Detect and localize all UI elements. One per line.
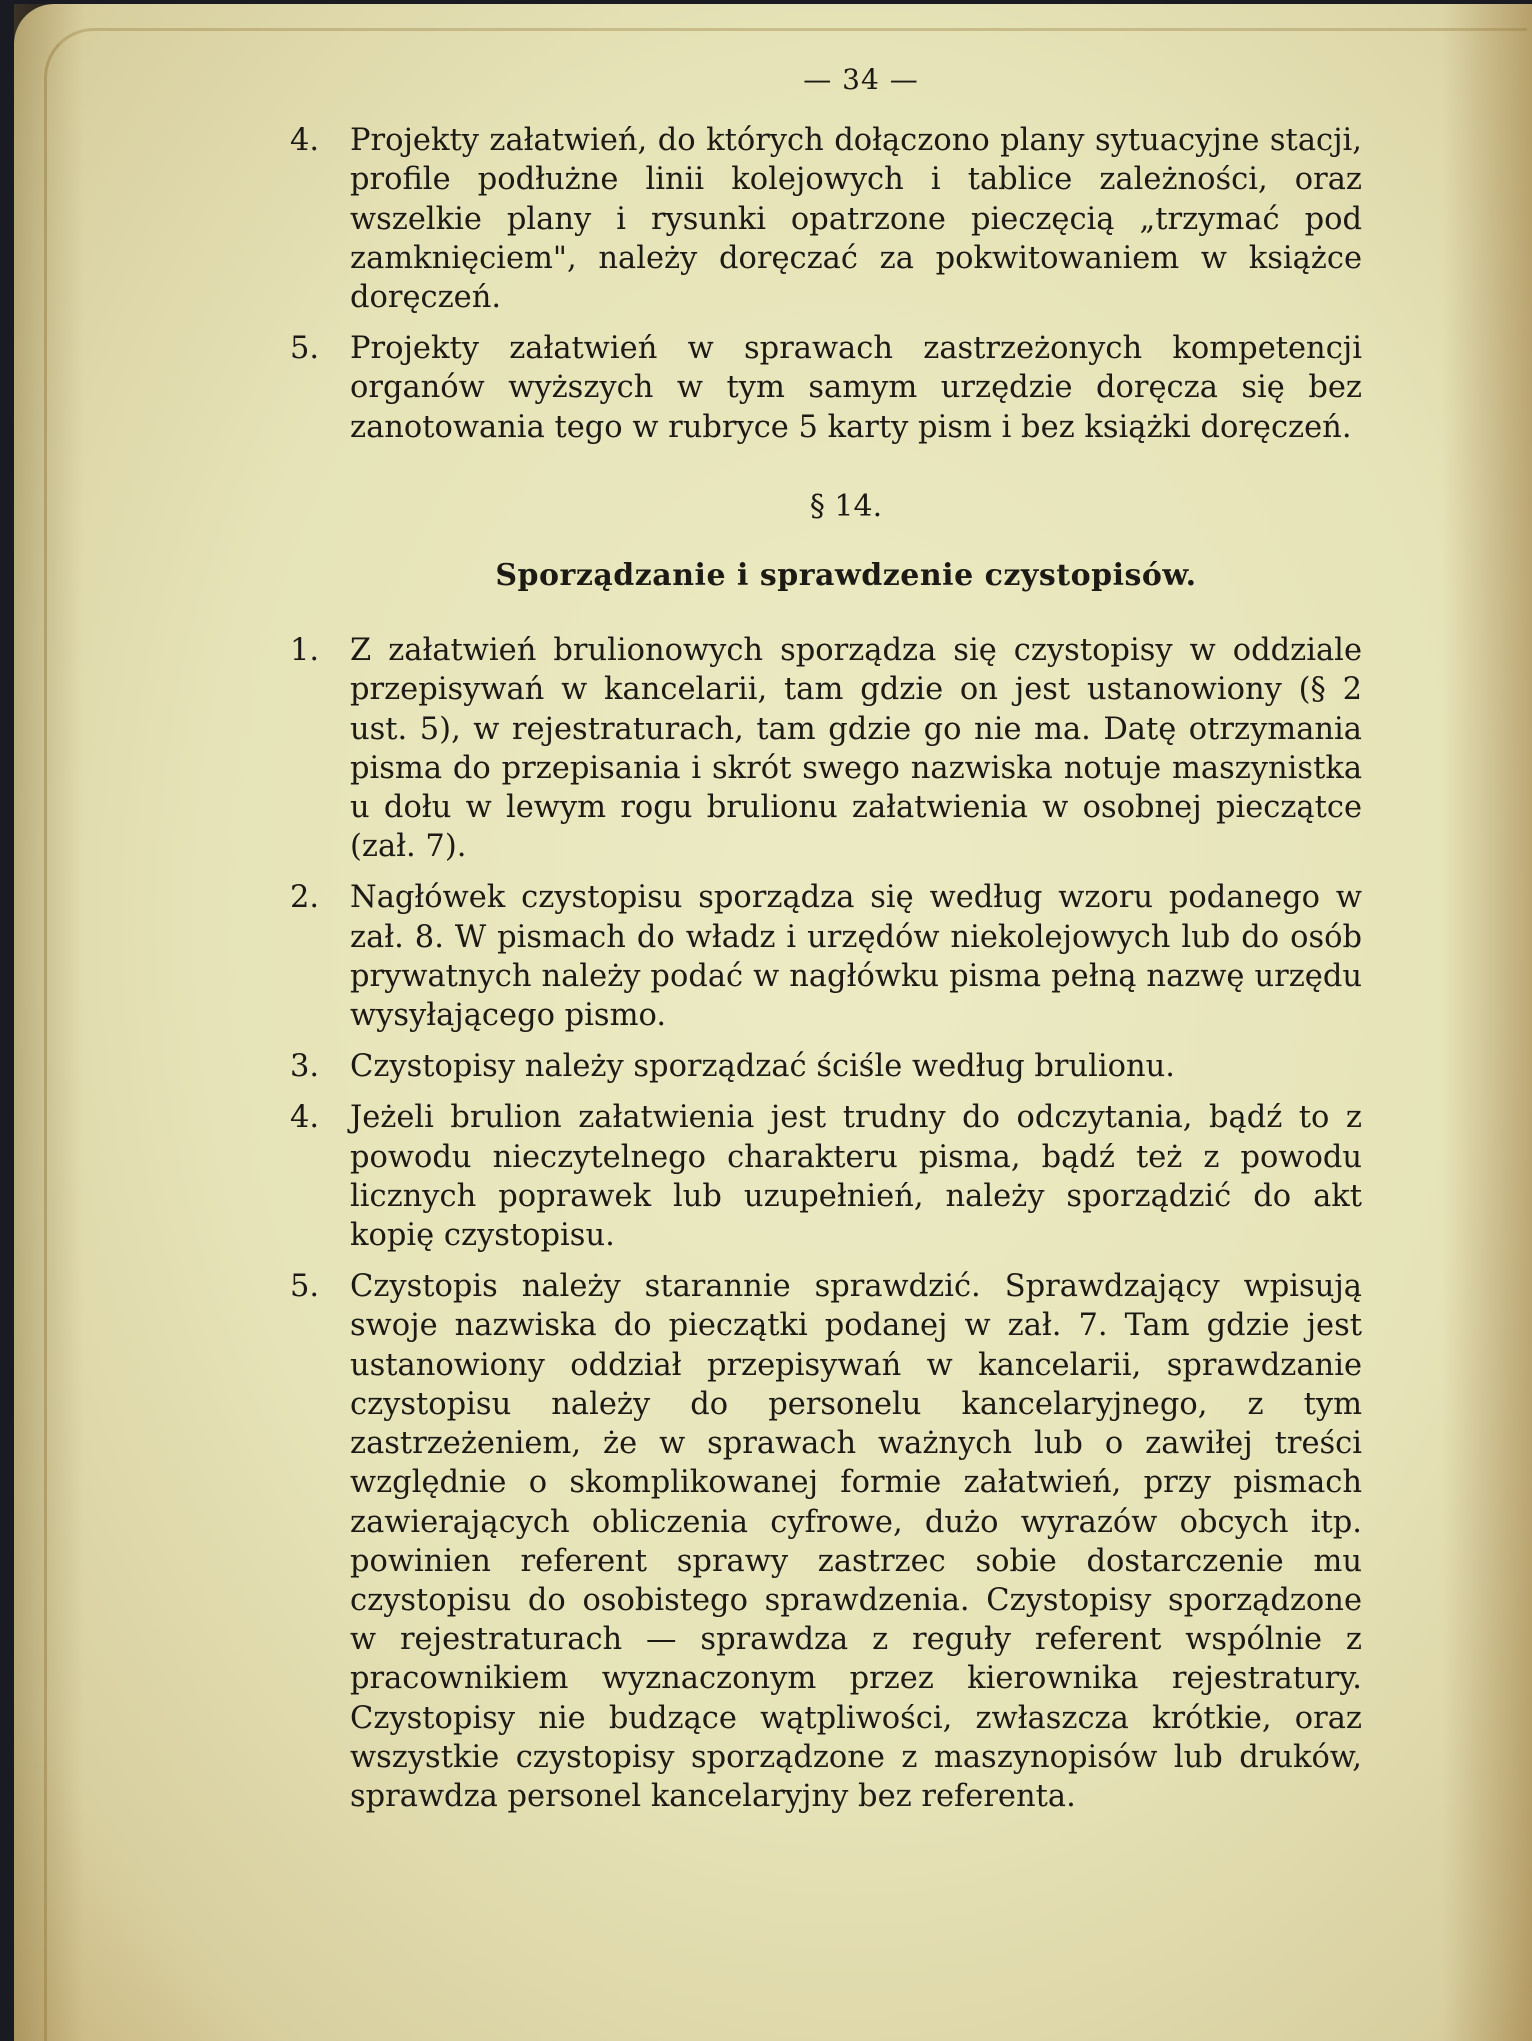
item-number: 4. xyxy=(290,123,320,159)
list-item xyxy=(290,1047,1362,1086)
section-number: § 14. xyxy=(809,488,883,524)
item-number: 5. xyxy=(290,331,320,367)
list-item xyxy=(290,329,1362,447)
item-text: Czystopisy należy sporządzać ściśle według brulionu. xyxy=(350,1049,1175,1085)
list-item xyxy=(290,878,1362,1035)
item-number: 1. xyxy=(290,633,320,669)
item-number: 2. xyxy=(290,880,320,916)
item-number: 5. xyxy=(290,1269,320,1305)
item-text: Nagłówek czystopisu sporządza się według wzoru podanego w zał. 8. W pismach do władz i urzędów niekolejowych lub do osób prywatnych należy podać w nagłówku pisma pełną nazwę urzędu wysyłającego pismo. xyxy=(350,880,1362,1034)
section-title: Sporządzanie i sprawdzenie czystopisów. xyxy=(495,558,1197,594)
item-number: 3. xyxy=(290,1049,320,1085)
list-item xyxy=(290,1098,1362,1255)
item-text: Jeżeli brulion załatwienia jest trudny do odczytania, bądź to z powodu nieczytelnego charakteru pisma, bądź też z powodu licznych poprawek lub uzupełnień, należy sporządzić do akt kopię czystopisu. xyxy=(350,1100,1362,1254)
list-item xyxy=(290,1267,1362,1816)
item-number: 4. xyxy=(290,1100,320,1136)
item-text: Czystopis należy starannie sprawdzić. Sprawdzający wpisują swoje nazwiska do pieczątki podanej w zał. 7. Tam gdzie jest ustanowiony oddział przepisywań w kancelarii, sprawdzanie czystopisu należy do personelu kancelaryjnego, z tym zastrzeżeniem, że w sprawach ważnych lub o zawiłej treści względnie o skomplikowanej formie załatwień, przy pismach zawierających obliczenia cyfrowe, dużo wyrazów obcych itp. powinien referent sprawy zastrzec sobie dostarczenie mu czystopisu do osobistego sprawdzenia. Czystopisy sporządzone w rejestraturach — sprawdza z reguły referent wspólnie z pracownikiem wyznaczonym przez kierownika rejestratury. Czystopisy nie budzące wątpliwości, zwłaszcza krótkie, oraz wszystkie czystopisy sporządzone z maszynopisów lub druków, sprawdza personel kancelaryjny bez referenta. xyxy=(350,1269,1362,1814)
page-content xyxy=(290,60,1362,1828)
list-item xyxy=(290,121,1362,317)
item-text: Z załatwień brulionowych sporządza się czystopisy w oddziale przepisywań w kancelarii, tam gdzie on jest ustanowiony (§ 2 ust. 5), w rejestraturach, tam gdzie go nie ma. Datę otrzymania pisma do przepisania i skrót swego nazwiska notuje maszynistka u dołu w lewym rogu brulionu załatwienia w osobnej pieczątce (zał. 7). xyxy=(350,633,1362,865)
item-text: Projekty załatwień w sprawach zastrzeżonych kompetencji organów wyższych w tym samym urzędzie doręcza się bez zanotowania tego w rubryce 5 karty pism i bez książki doręczeń. xyxy=(350,331,1362,445)
page-number: — 34 — xyxy=(803,63,919,96)
item-text: Projekty załatwień, do których dołączono plany sytuacyjne stacji, profile podłużne linii kolejowych i tablice zależności, oraz wszelkie plany i rysunki opatrzone pieczęcią „trzymać pod zamknięciem", należy doręczać za pokwitowaniem w książce doręczeń. xyxy=(350,123,1362,316)
list-item xyxy=(290,631,1362,866)
